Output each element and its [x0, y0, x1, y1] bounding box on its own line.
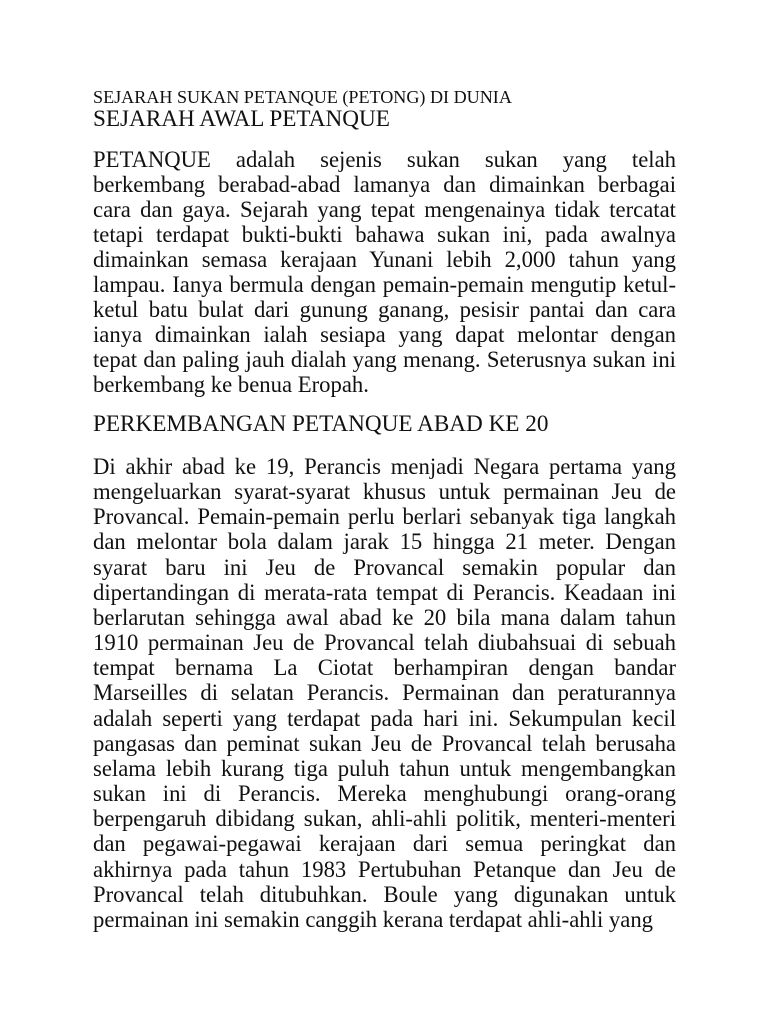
paragraph-line: berlarutan sehingga awal abad ke 20 bila mana dalam tahun: [93, 604, 676, 630]
paragraph-line: dipertandingan di merata-rata tempat di Perancis. Keadaan ini: [93, 579, 676, 605]
paragraph-line: Di akhir abad ke 19, Perancis menjadi Negara pertama yang: [93, 454, 676, 479]
paragraph-line: mengeluarkan syarat-syarat khusus untuk permainan Jeu de: [93, 479, 676, 505]
paragraph-line: PETANQUE adalah sejenis sukan sukan yang telah: [93, 147, 676, 172]
paragraph-line: berpengaruh dibidang sukan, ahli-ahli politik, menteri-menteri: [93, 806, 676, 832]
paragraph-line: tetapi terdapat bukti-bukti bahawa sukan ini, pada awalnya: [93, 222, 676, 247]
paragraph-line: sukan ini di Perancis. Mereka menghubungi orang-orang: [93, 781, 676, 807]
section-heading-perkembangan: PERKEMBANGAN PETANQUE ABAD KE 20: [93, 411, 549, 437]
paragraph-line: dan melontar bola dalam jarak 15 hingga 21 meter. Dengan: [93, 529, 676, 555]
paragraph-line: permainan ini semakin canggih kerana terdapat ahli-ahli yang: [93, 906, 654, 932]
paragraph-line: selama lebih kurang tiga puluh tahun untuk mengembangkan: [93, 755, 676, 781]
document-title: SEJARAH SUKAN PETANQUE (PETONG) DI DUNIA: [93, 87, 512, 107]
paragraph-line: syarat baru ini Jeu de Provancal semakin popular dan: [93, 554, 676, 580]
paragraph-sejarah-awal: [93, 147, 676, 397]
paragraph-line: Provancal. Pemain-pemain perlu berlari sebanyak tiga langkah: [93, 504, 676, 530]
paragraph-line: berkembang berabad-abad lamanya dan dimainkan berbagai: [93, 172, 676, 197]
paragraph-line: dan pegawai-pegawai kerajaan dari semua peringkat dan: [93, 831, 676, 857]
paragraph-line: ketul batu bulat dari gunung ganang, pesisir pantai dan cara: [93, 297, 676, 322]
paragraph-perkembangan: [93, 454, 676, 932]
paragraph-line: lampau. Ianya bermula dengan pemain-pemain mengutip ketul-: [93, 272, 676, 297]
paragraph-line: pangasas dan peminat sukan Jeu de Provancal telah berusaha: [93, 730, 676, 756]
paragraph-line: tepat dan paling jauh dialah yang menang. Seterusnya sukan ini: [93, 347, 676, 372]
paragraph-line: akhirnya pada tahun 1983 Pertubuhan Petanque dan Jeu de: [93, 856, 676, 882]
paragraph-line: adalah seperti yang terdapat pada hari ini. Sekumpulan kecil: [93, 705, 676, 731]
paragraph-line: berkembang ke benua Eropah.: [93, 372, 369, 397]
paragraph-line: tempat bernama La Ciotat berhampiran dengan bandar: [93, 655, 676, 681]
paragraph-line: cara dan gaya. Sejarah yang tepat mengenainya tidak tercatat: [93, 197, 676, 222]
section-heading-sejarah-awal: SEJARAH AWAL PETANQUE: [93, 106, 390, 132]
paragraph-line: Marseilles di selatan Perancis. Permainan dan peraturannya: [93, 680, 676, 706]
paragraph-line: 1910 permainan Jeu de Provancal telah diubahsuai di sebuah: [93, 630, 676, 656]
paragraph-line: dimainkan semasa kerajaan Yunani lebih 2,000 tahun yang: [93, 247, 676, 272]
paragraph-line: Provancal telah ditubuhkan. Boule yang digunakan untuk: [93, 881, 676, 907]
paragraph-line: ianya dimainkan ialah sesiapa yang dapat melontar dengan: [93, 322, 676, 347]
